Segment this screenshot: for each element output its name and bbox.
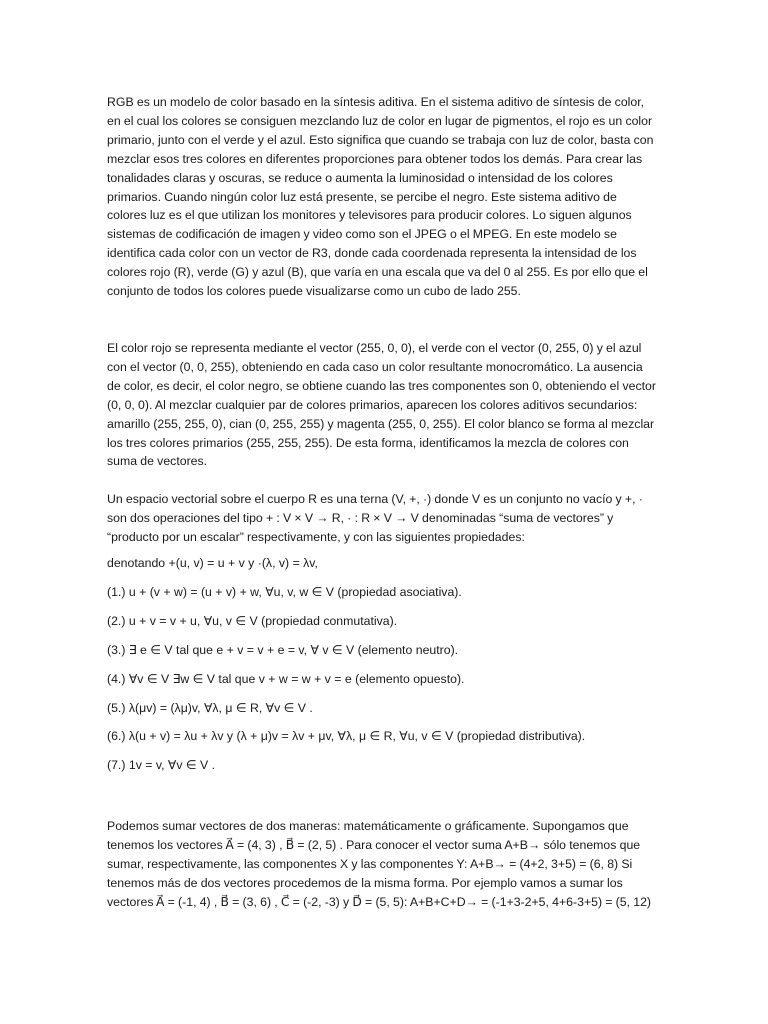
property-3: (3.) ∃ e ∈ V tal que e + v = v + e = v, ∀ v ∈ V (elemento neutro). — [107, 642, 459, 657]
property-7: (7.) 1v = v, ∀v ∈ V . — [107, 758, 216, 773]
property-2: (2.) u + v = v + u, ∀u, v ∈ V (propiedad conmutativa). — [107, 613, 398, 628]
paragraph-vector-addition: Podemos sumar vectores de dos maneras: matemáticamente o gráficamente. Supongamos que tenemos los vectores A⃗ = (4, 3) , B⃗ = (2, 5) . Para conocer el vector suma A+B→ sólo tenemos que sumar, respectivamente, las componentes X y las componentes Y: A+B→ = (4+2, 3+5) = (6, 8) Si tenemos más de dos vectores procedemos de la misma forma. Por ejemplo vamos a sumar los vectores A⃗ = (-1, 4) , B⃗ = (3, 6) , C⃗ = (-2, -3) y D⃗ = (5, 5): A+B+C+D→ = (-1+3-2+5, 4+6-3+5) = (5, 12) — [107, 819, 652, 909]
paragraph-vector-space-definition: Un espacio vectorial sobre el cuerpo R es una terna (V, +, ·) donde V es un conjunto no vacío y +, · son dos operaciones del tipo + : V × V → R, · : R × V → V denominadas “suma de vectores” y “producto por un escalar” respectivamente, y con las siguientes propiedades: — [107, 492, 643, 545]
property-1: (1.) u + (v + w) = (u + v) + w, ∀u, v, w ∈ V (propiedad asociativa). — [107, 584, 462, 599]
paragraph-color-vectors: El color rojo se representa mediante el vector (255, 0, 0), el verde con el vector (0, 255, 0) y el azul con el vector (0, 0, 255), obteniendo en cada caso un color resultante monocromático. La ausencia de color, es decir, el color negro, se obtiene cuando las tres componentes son 0, obteniendo el vector (0, 0, 0). Al mezclar cualquier par de colores primarios, aparecen los colores aditivos secundarios: amarillo (255, 255, 0), cian (0, 255, 255) y magenta (255, 0, 255). El color blanco se forma al mezclar los tres colores primarios (255, 255, 255). De esta forma, identificamos la mezcla de colores con suma de vectores. — [107, 340, 656, 469]
property-4: (4.) ∀v ∈ V ∃w ∈ V tal que v + w = w + v = e (elemento opuesto). — [107, 671, 465, 686]
notation-line: denotando +(u, v) = u + v y ·(λ, v) = λv, — [107, 556, 318, 571]
paragraph-rgb-intro: RGB es un modelo de color basado en la síntesis aditiva. En el sistema aditivo de síntesis de color, en el cual los colores se consiguen mezclando luz de color en lugar de pigmentos, el rojo es un color primario, junto con el verde y el azul. Esto significa que cuando se trabaja con luz de color, basta con mezclar esos tres colores en diferentes proporciones para obtener todos los demás. Para crear las tonalidades claras y oscuras, se reduce o aumenta la luminosidad o intensidad de los colores primarios. Cuando ningún color luz está presente, se percibe el negro. Este sistema aditivo de colores luz es el que utilizan los monitores y televisores para producir colores. Lo siguen algunos sistemas de codificación de imagen y video como son el JPEG o el MPEG. En este modelo se identifica cada color con un vector de R3, donde cada coordenada representa la intensidad de los colores rojo (R), verde (G) y azul (B), que varía en una escala que va del 0 al 255. Es por ello que el conjunto de todos los colores puede visualizarse como un cubo de lado 255. — [107, 95, 654, 299]
property-5: (5.) λ(μv) = (λμ)v, ∀λ, μ ∈ R, ∀v ∈ V . — [107, 700, 313, 715]
property-6: (6.) λ(u + v) = λu + λv y (λ + μ)v = λv + μv, ∀λ, μ ∈ R, ∀u, v ∈ V (propiedad distributiva). — [107, 729, 586, 744]
document-page — [107, 93, 659, 912]
